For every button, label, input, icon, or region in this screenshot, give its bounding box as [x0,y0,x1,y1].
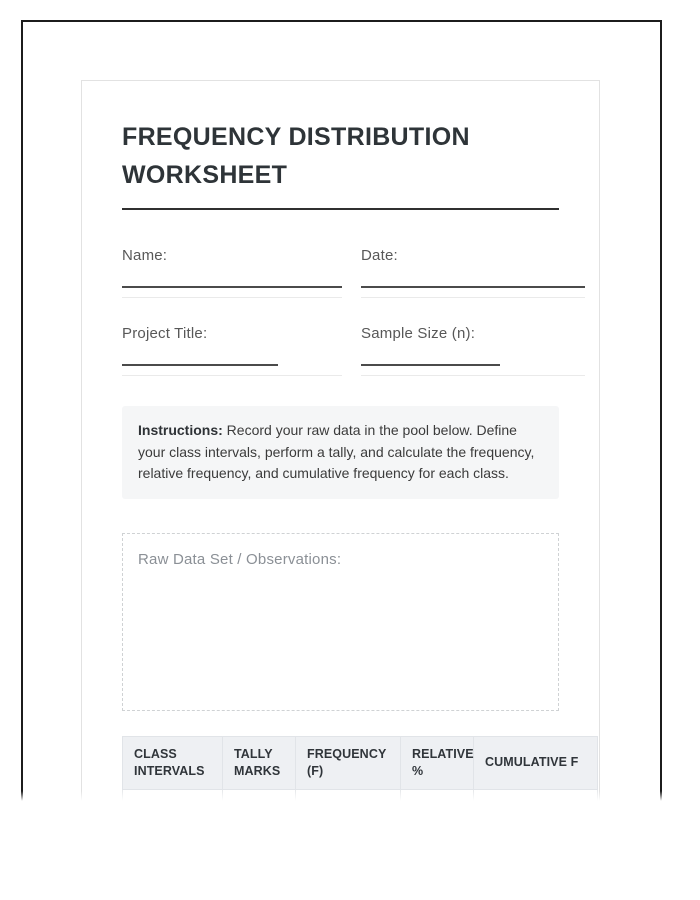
cell-frequency[interactable] [296,789,401,802]
header-frequency: FREQUENCY (F) [296,736,401,789]
cell-tally-marks[interactable] [223,789,296,802]
field-sample-size [361,324,585,376]
cell-relative-percent[interactable] [401,789,474,802]
header-class-intervals: CLASS INTERVALS [123,736,223,789]
field-sample-size-label: Sample Size (n): [361,325,476,342]
instructions-box [122,406,559,499]
field-sample-size-write-line[interactable] [361,364,500,366]
frequency-table [122,736,598,803]
instructions-body: Record your raw data in the pool below. Define your class intervals, perform a tally, and calculate the frequency, relative frequency, and cumulative frequency for each class. [138,422,535,481]
header-cumulative-f: CUMULATIVE F [474,736,598,789]
cell-class-intervals[interactable] [123,789,223,802]
frequency-table-row [123,789,598,802]
worksheet-card [81,80,600,802]
field-date-write-line[interactable] [361,286,585,288]
instructions-heading: Instructions: [138,422,223,438]
page-title: FREQUENCY DISTRIBUTION WORKSHEET [122,123,470,189]
field-name-write-line[interactable] [122,286,342,288]
header-relative-percent: RELATIVE % [401,736,474,789]
field-project-title-write-line[interactable] [122,364,278,366]
field-name [122,246,342,298]
page-frame [21,20,662,802]
raw-data-box[interactable] [122,533,559,711]
field-name-label: Name: [122,247,168,264]
field-date-label: Date: [361,247,398,264]
field-project-title [122,324,342,376]
field-project-title-label: Project Title: [122,325,208,342]
fields-grid [122,246,585,376]
frequency-table-header-row [123,736,598,789]
title-rule [122,208,559,210]
raw-data-label: Raw Data Set / Observations: [138,550,342,568]
field-date [361,246,585,298]
header-tally-marks: TALLY MARKS [223,736,296,789]
cell-cumulative-f[interactable] [474,789,598,802]
